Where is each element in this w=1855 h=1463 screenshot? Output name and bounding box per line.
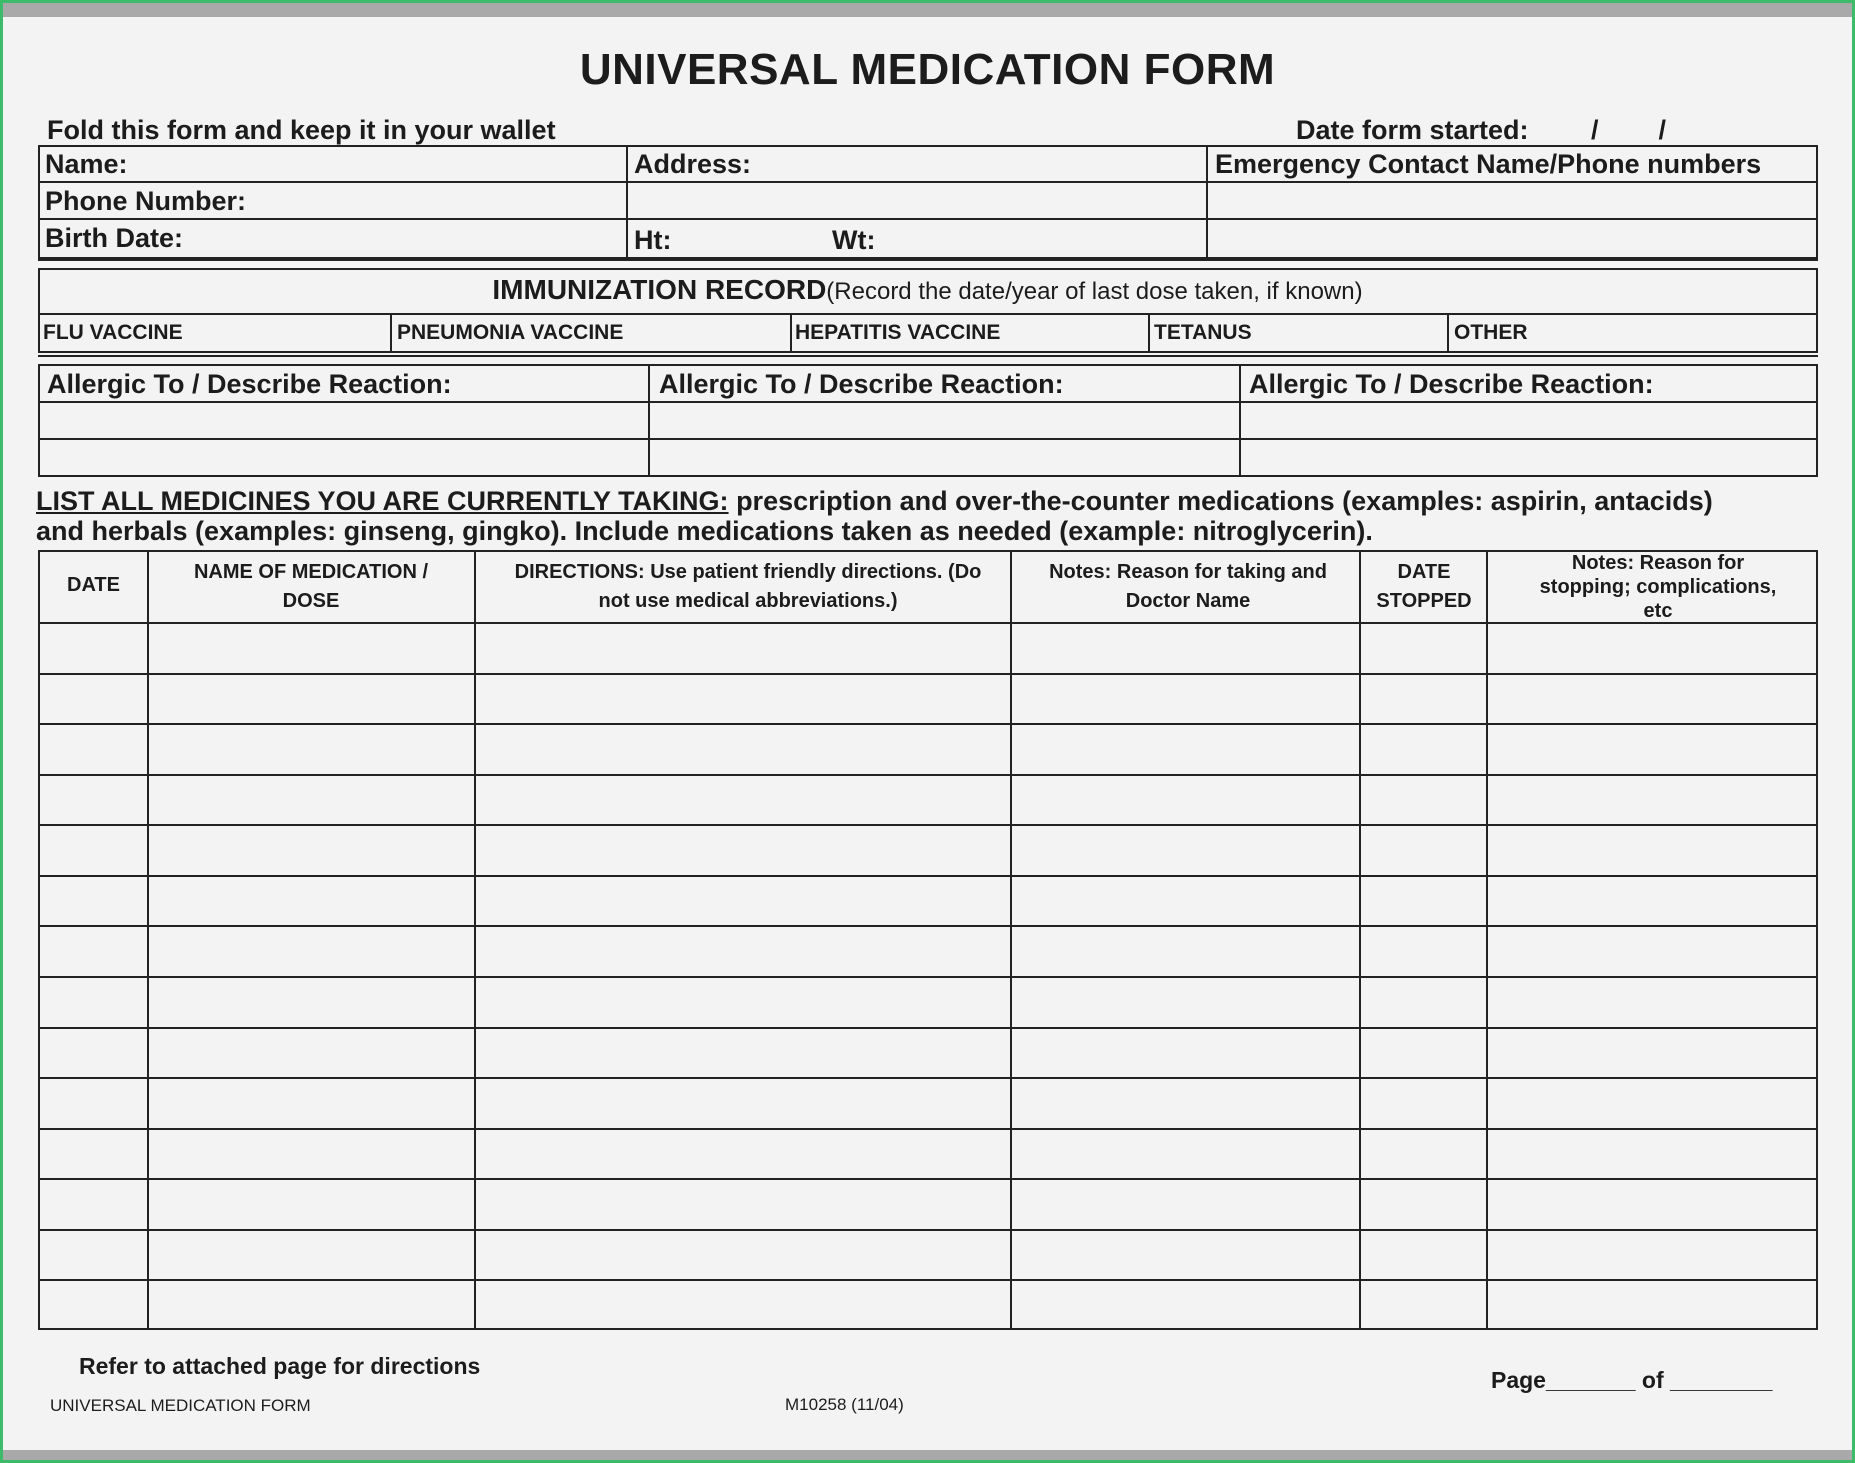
allergy-label-1: Allergic To / Describe Reaction: xyxy=(47,369,452,399)
date-started-slashes: / / xyxy=(1591,115,1667,145)
table-row-divider xyxy=(38,1279,1818,1281)
emergency-contact-label: Emergency Contact Name/Phone numbers xyxy=(1215,149,1762,179)
height-label: Ht: xyxy=(634,225,672,255)
immunization-divider xyxy=(38,313,1818,315)
imm-col-divider xyxy=(1447,313,1449,353)
medicines-intro-line2: and herbals (examples: ginseng, gingko). Include medications taken as needed (example: nitroglycerin). xyxy=(36,516,1373,546)
allergy-col-divider xyxy=(1239,364,1241,477)
imm-col-tetanus: TETANUS xyxy=(1154,321,1252,344)
fold-note: Fold this form and keep it in your wallet xyxy=(47,115,556,145)
table-row-divider xyxy=(38,1128,1818,1130)
med-header-name-dose: NAME OF MEDICATION / DOSE xyxy=(193,561,429,612)
footer-form-code: M10258 (11/04) xyxy=(785,1395,904,1414)
med-header-date: DATE xyxy=(67,574,120,596)
med-header-reason-taking: Notes: Reason for taking and Doctor Name xyxy=(1049,561,1327,612)
personal-col-divider-2 xyxy=(1206,145,1208,259)
personal-row-divider-1 xyxy=(38,181,1818,183)
medicines-intro-heading: LIST ALL MEDICINES YOU ARE CURRENTLY TAKING: xyxy=(36,486,729,516)
page-number-field xyxy=(1491,1367,1772,1394)
footer-form-name: UNIVERSAL MEDICATION FORM xyxy=(50,1396,311,1415)
of-label: of xyxy=(1641,1367,1664,1393)
immunization-title: IMMUNIZATION RECORD xyxy=(492,274,827,305)
med-col-divider xyxy=(1486,550,1488,1330)
allergy-row-divider-1 xyxy=(38,401,1818,403)
form-page xyxy=(3,17,1852,1450)
table-row-divider xyxy=(38,1178,1818,1180)
page-total-blank: ________ xyxy=(1670,1367,1773,1393)
imm-col-other: OTHER xyxy=(1454,321,1528,344)
allergy-row-divider-2 xyxy=(38,438,1818,440)
med-header-date-stopped: DATE STOPPED xyxy=(1376,561,1472,612)
med-header-reason-stopping: Notes: Reason for stopping; complications, etc xyxy=(1539,552,1777,622)
table-row-divider xyxy=(38,925,1818,927)
imm-col-divider xyxy=(390,313,392,353)
med-col-divider xyxy=(1010,550,1012,1330)
imm-col-divider xyxy=(790,313,792,353)
imm-col-flu: FLU VACCINE xyxy=(43,321,183,344)
address-label: Address: xyxy=(634,149,752,179)
page-blank: _______ xyxy=(1545,1367,1636,1393)
name-label: Name: xyxy=(45,149,128,179)
top-border-bar xyxy=(3,3,1852,17)
immunization-note: (Record the date/year of last dose taken, if known) xyxy=(826,278,1363,305)
personal-double-line xyxy=(38,259,1818,261)
table-row-divider xyxy=(38,1229,1818,1231)
table-row-divider xyxy=(38,824,1818,826)
bottom-border-bar xyxy=(3,1450,1852,1460)
imm-col-pneumonia: PNEUMONIA VACCINE xyxy=(397,321,624,344)
imm-col-hepatitis: HEPATITIS VACCINE xyxy=(795,321,1001,344)
med-col-divider xyxy=(147,550,149,1330)
imm-col-divider xyxy=(1148,313,1150,353)
table-row-divider xyxy=(38,976,1818,978)
allergy-label-2: Allergic To / Describe Reaction: xyxy=(659,369,1064,399)
table-row-divider xyxy=(38,673,1818,675)
medicines-intro-text: prescription and over-the-counter medications (examples: aspirin, antacids) xyxy=(728,486,1713,516)
table-row-divider xyxy=(38,875,1818,877)
birth-date-label: Birth Date: xyxy=(45,223,184,253)
med-col-divider xyxy=(1359,550,1361,1330)
table-row-divider xyxy=(38,723,1818,725)
med-col-divider xyxy=(474,550,476,1330)
immunization-double-line xyxy=(38,355,1818,357)
medicines-intro-line1 xyxy=(36,486,1713,517)
table-row-divider xyxy=(38,774,1818,776)
page-label: Page xyxy=(1491,1367,1546,1393)
personal-col-divider-1 xyxy=(626,145,628,259)
immunization-heading xyxy=(3,274,1852,306)
phone-label: Phone Number: xyxy=(45,186,247,216)
table-row-divider xyxy=(38,1027,1818,1029)
allergy-label-3: Allergic To / Describe Reaction: xyxy=(1249,369,1654,399)
med-header-directions: DIRECTIONS: Use patient friendly directions. (Do not use medical abbreviations.) xyxy=(514,561,982,612)
date-started-label: Date form started: xyxy=(1296,115,1529,145)
weight-label: Wt: xyxy=(832,225,876,255)
form-title: UNIVERSAL MEDICATION FORM xyxy=(579,45,1276,94)
allergy-col-divider xyxy=(648,364,650,477)
medicines-table xyxy=(38,550,1818,1330)
table-row-divider xyxy=(38,1077,1818,1079)
refer-note: Refer to attached page for directions xyxy=(79,1353,481,1379)
personal-row-divider-2 xyxy=(38,218,1818,220)
